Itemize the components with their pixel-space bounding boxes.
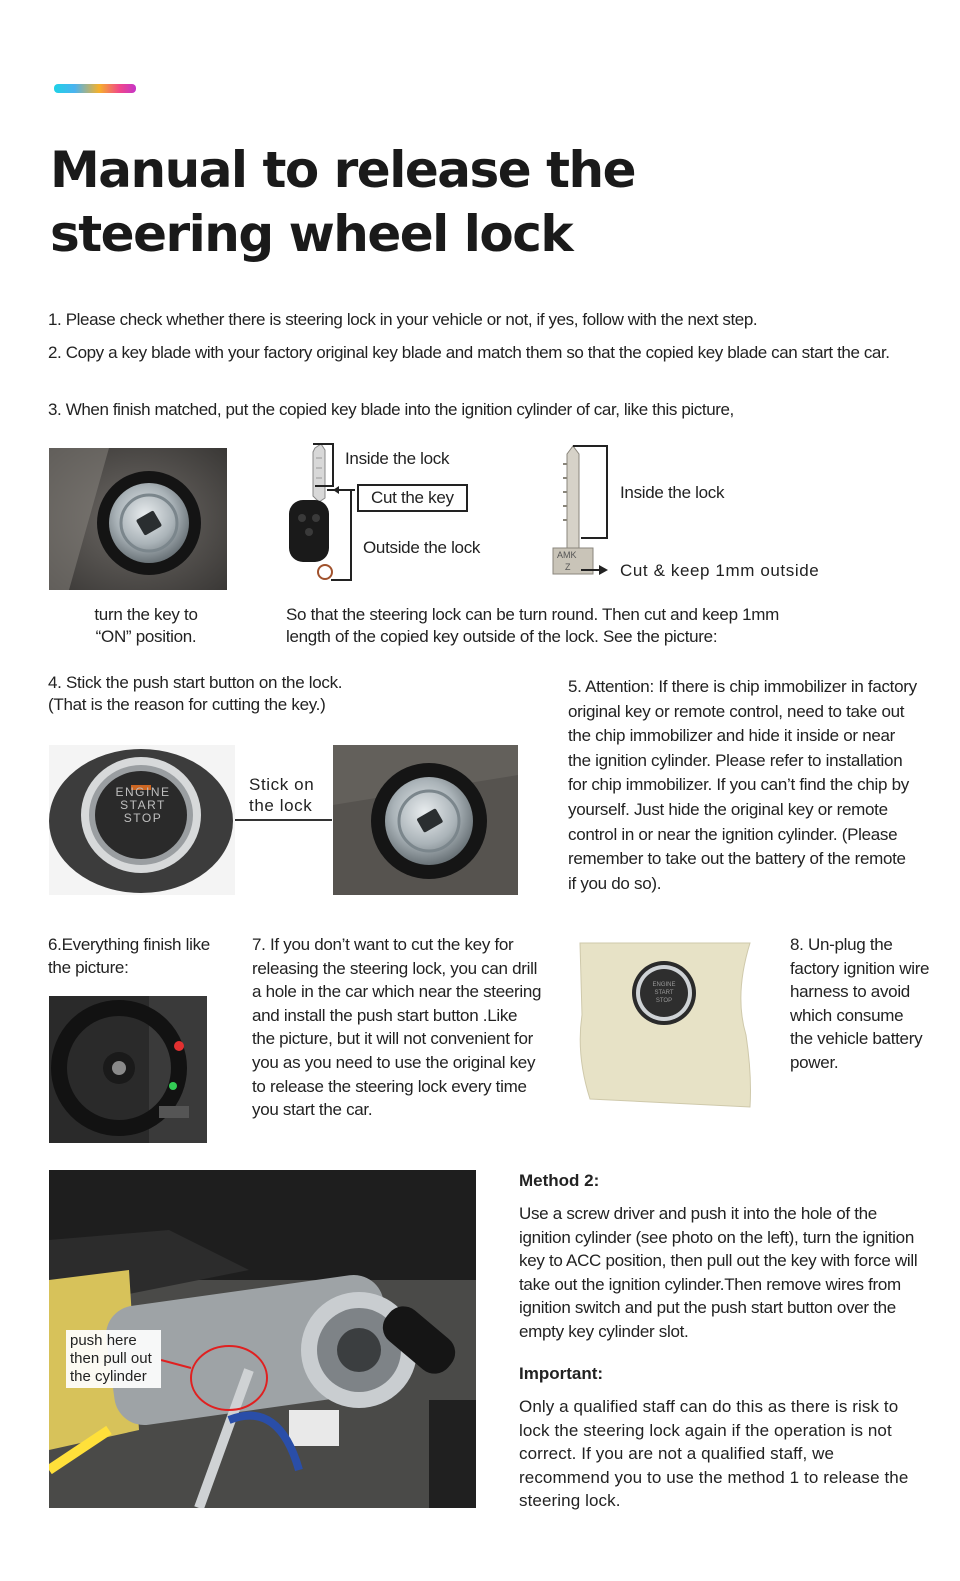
turn-key-caption: turn the key to “ON” position.: [94, 605, 198, 646]
step-1-text: 1. Please check whether there is steering lock in your vehicle or not, if yes, follow with the next step.: [48, 310, 758, 329]
panel-button-photo: [574, 935, 779, 1110]
inside-lock-label: Inside the lock: [345, 449, 450, 468]
important-body: Only a qualified staff can do this as there is risk to lock the steering lock again if the operation is not correct. If you are not a qualified staff, we recommend you to use the method 1 to release the steering lock.: [519, 1397, 909, 1511]
push-button-text: ENGINE START STOP: [115, 785, 171, 825]
blade-mark-2: Z: [565, 562, 571, 572]
blade-mark: AMK: [557, 550, 577, 560]
blade-cut-diagram: [545, 440, 855, 590]
stick-on-lock-label: Stick on the lock: [249, 775, 315, 815]
step-3-text: 3. When finish matched, put the copied key blade into the ignition cylinder of car, like this picture,: [48, 400, 734, 419]
step-4-text: 4. Stick the push start button on the lock. (That is the reason for cutting the key.): [48, 673, 343, 714]
step-7-text: 7. If you don’t want to cut the key for releasing the steering lock, you can drill a hole in the car which near the steering and install the push start button .Like the picture, but it will not convenient for you as you need to use the original key to release the steering lock every time you start the car.: [252, 935, 542, 1120]
ignition-photo: [49, 448, 227, 590]
connector-line: [235, 819, 332, 821]
push-here-annotation: push here then pull out the cylinder: [66, 1330, 161, 1388]
outside-lock-label: Outside the lock: [363, 538, 481, 557]
step-6-text: 6.Everything finish like the picture:: [48, 935, 210, 977]
dashboard-photo: [49, 996, 207, 1143]
accent-bar: [54, 84, 136, 93]
cut-note-caption: So that the steering lock can be turn round. Then cut and keep 1mm length of the copied key outside of the lock. See the picture:: [286, 605, 780, 646]
cut-keep-label: Cut & keep 1mm outside: [620, 561, 820, 580]
cut-key-label: Cut the key: [357, 484, 468, 512]
ignition-photo-2: [333, 745, 518, 895]
step-8-text: 8. Un-plug the factory ignition wire harness to avoid which consume the vehicle battery power.: [790, 935, 930, 1072]
important-heading: Important:: [519, 1364, 604, 1383]
step-5-text: 5. Attention: If there is chip immobilizer in factory original key or remote control, need to take out the chip immobilizer and hide it inside or near the ignition cylinder. Please refer to installation for chip immobilizer. If you can’t find the chip by yourself. Just hide the original key or remote control in or near the ignition cylinder. (Please remember to take out the battery of the remote if you do so).: [568, 677, 917, 893]
page-title: Manual to release the steering wheel lock: [50, 141, 635, 263]
panel-button-text: ENGINE START STOP: [652, 982, 676, 1004]
key-cut-diagram: [285, 440, 515, 590]
arrow-right-icon: [581, 564, 609, 576]
inside-lock-label-2: Inside the lock: [620, 483, 725, 502]
step-2-text: 2. Copy a key blade with your factory original key blade and match them so that the copied key blade can start the car.: [48, 343, 890, 362]
method-2-body: Use a screw driver and push it into the hole of the ignition cylinder (see photo on the left), turn the ignition key to ACC position, then pull out the key with force will take out the ignition cylinder.Then remove wires from ignition switch and put the push start button over the empty key cylinder slot.: [519, 1204, 918, 1341]
method-2-heading: Method 2:: [519, 1171, 600, 1190]
